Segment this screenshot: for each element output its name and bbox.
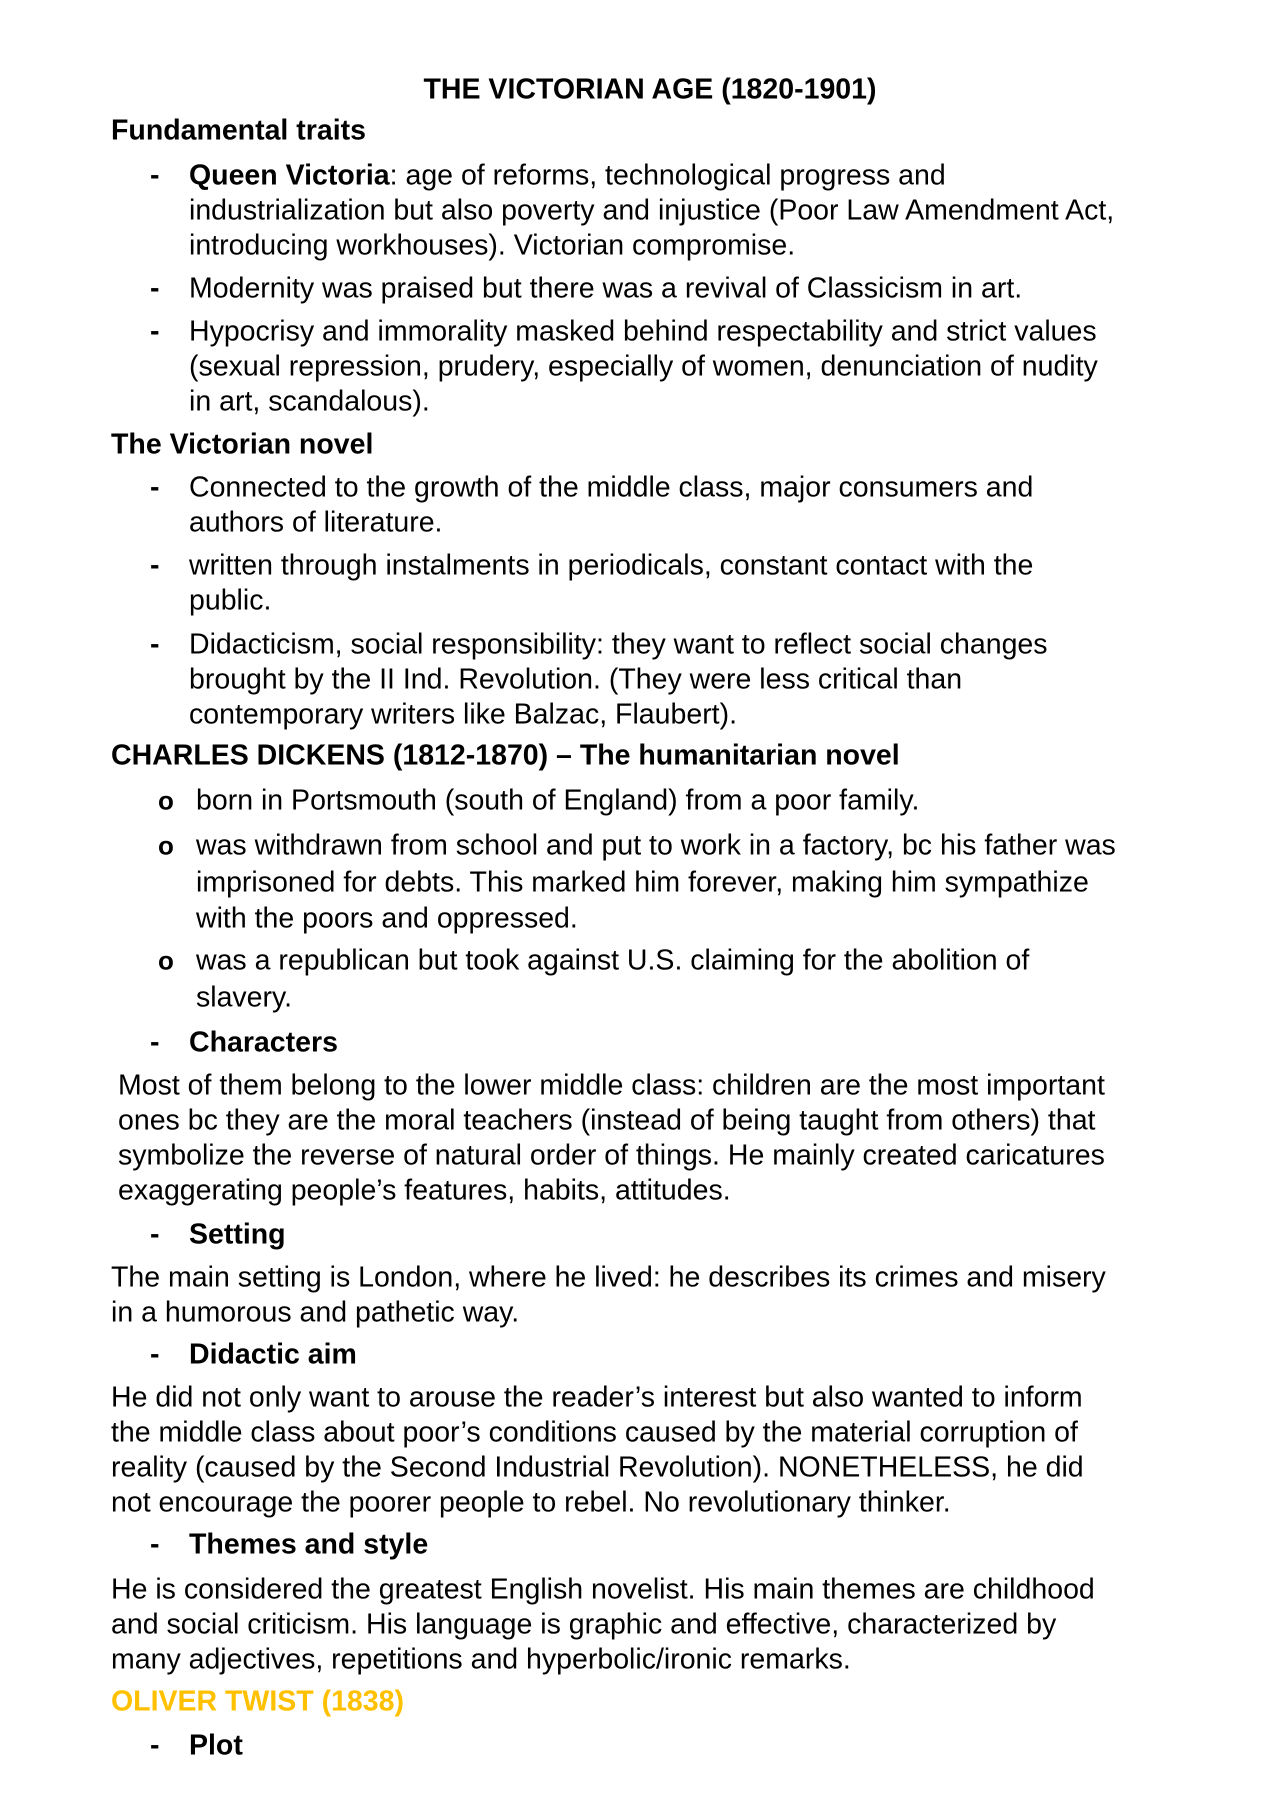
subheading-characters: Characters xyxy=(189,1026,338,1059)
bullet-o: o xyxy=(158,830,174,861)
subheading-didactic-aim: Didactic aim xyxy=(189,1338,357,1371)
list-item-line: Connected to the growth of the middle class, major consumers and xyxy=(189,471,1034,504)
paragraph-line: Most of them belong to the lower middle class: children are the most important xyxy=(118,1069,1105,1102)
list-item-line: authors of literature. xyxy=(189,506,443,539)
list-item-line: with the poors and oppressed. xyxy=(196,902,578,935)
bullet-dash: - xyxy=(150,1729,160,1762)
list-item-line: (sexual repression, prudery, especially of women, denunciation of nudity xyxy=(189,350,1098,383)
section-heading-fundamental-traits: Fundamental traits xyxy=(111,114,366,147)
bullet-dash: - xyxy=(150,628,160,661)
paragraph-line: the middle class about poor’s conditions caused by the material corruption of xyxy=(111,1416,1078,1449)
paragraph-line: exaggerating people’s features, habits, attitudes. xyxy=(118,1174,731,1207)
list-item-line: industrialization but also poverty and injustice (Poor Law Amendment Act, xyxy=(189,194,1115,227)
list-item-line: was a republican but took against U.S. claiming for the abolition of xyxy=(196,944,1030,977)
list-item-line: brought by the II Ind. Revolution. (They were less critical than xyxy=(189,663,963,696)
list-item-line: written through instalments in periodicals, constant contact with the xyxy=(189,549,1034,582)
paragraph-line: He did not only want to arouse the reader’s interest but also wanted to inform xyxy=(111,1381,1083,1414)
list-item-line: contemporary writers like Balzac, Flaubert). xyxy=(189,698,738,731)
list-item-line: Hypocrisy and immorality masked behind respectability and strict values xyxy=(189,315,1097,348)
bullet-dash: - xyxy=(150,272,160,305)
list-item-line: imprisoned for debts. This marked him forever, making him sympathize xyxy=(196,866,1089,899)
list-item-line: public. xyxy=(189,584,272,617)
subheading-themes-and-style: Themes and style xyxy=(189,1528,429,1561)
bold-lead-queen-victoria: Queen Victoria xyxy=(189,159,390,192)
list-item-line: Didacticism, social responsibility: they want to reflect social changes xyxy=(189,628,1048,661)
bullet-o: o xyxy=(158,785,174,816)
bullet-dash: - xyxy=(150,1218,160,1251)
paragraph-line: and social criticism. His language is graphic and effective, characterized by xyxy=(111,1608,1057,1641)
bullet-dash: - xyxy=(150,1528,160,1561)
list-item-line: introducing workhouses). Victorian compromise. xyxy=(189,229,796,262)
paragraph-line: in a humorous and pathetic way. xyxy=(111,1296,520,1329)
subheading-setting: Setting xyxy=(189,1218,286,1251)
bullet-dash: - xyxy=(150,1338,160,1371)
list-item-line: slavery. xyxy=(196,981,293,1014)
subheading-plot: Plot xyxy=(189,1729,243,1762)
bullet-dash: - xyxy=(150,1026,160,1059)
section-heading-oliver-twist: OLIVER TWIST (1838) xyxy=(111,1685,404,1718)
list-item-line: Modernity was praised but there was a revival of Classicism in art. xyxy=(189,272,1023,305)
page-title: THE VICTORIAN AGE (1820-1901) xyxy=(423,73,877,106)
bullet-o: o xyxy=(158,945,174,976)
list-item-line: was withdrawn from school and put to work in a factory, bc his father was xyxy=(196,829,1116,862)
paragraph-line: many adjectives, repetitions and hyperbolic/ironic remarks. xyxy=(111,1643,851,1676)
bullet-dash: - xyxy=(150,315,160,348)
bullet-dash: - xyxy=(150,159,160,192)
section-heading-charles-dickens: CHARLES DICKENS (1812-1870) – The humanitarian novel xyxy=(111,739,900,772)
paragraph-line: ones bc they are the moral teachers (instead of being taught from others) that xyxy=(118,1104,1096,1137)
bullet-dash: - xyxy=(150,471,160,504)
list-item-line: in art, scandalous). xyxy=(189,385,430,418)
section-heading-victorian-novel: The Victorian novel xyxy=(111,428,374,461)
paragraph-line: He is considered the greatest English novelist. His main themes are childhood xyxy=(111,1573,1095,1606)
paragraph-line: reality (caused by the Second Industrial Revolution). NONETHELESS, he did xyxy=(111,1451,1084,1484)
list-item-line: born in Portsmouth (south of England) from a poor family. xyxy=(196,784,920,817)
paragraph-line: The main setting is London, where he lived: he describes its crimes and misery xyxy=(111,1261,1106,1294)
paragraph-line: symbolize the reverse of natural order of things. He mainly created caricatures xyxy=(118,1139,1105,1172)
paragraph-line: not encourage the poorer people to rebel. No revolutionary thinker. xyxy=(111,1486,951,1519)
list-item-line: Queen Victoria: age of reforms, technological progress and xyxy=(189,159,946,192)
bullet-dash: - xyxy=(150,549,160,582)
